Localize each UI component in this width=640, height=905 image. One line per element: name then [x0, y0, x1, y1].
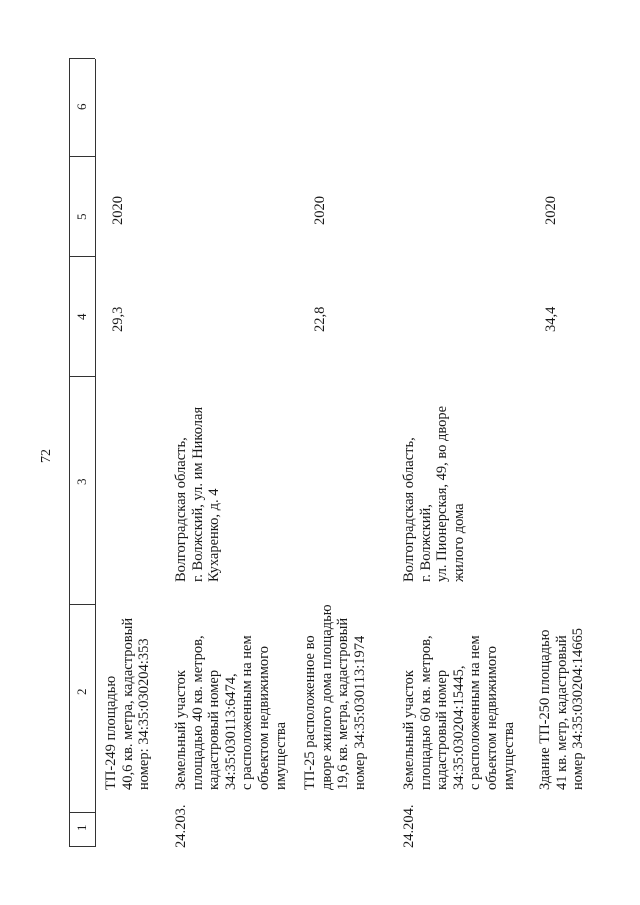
column-separator [69, 376, 95, 377]
year-value: 2020 [110, 196, 126, 225]
table-top-rule [69, 59, 70, 847]
column-separator [69, 846, 95, 847]
row-number: 24.203. [173, 804, 189, 848]
header-bottom-rule [95, 59, 96, 847]
object-description: ТП-25 расположенное во дворе жилого дома площадью 19,6 кв. метра, кадастровый номер 34:35:030113:1974 [302, 604, 368, 790]
column-separator [69, 604, 95, 605]
column-separator [69, 156, 95, 157]
object-description: ТП-249 площадью 40,6 кв. метра, кадастровый номер: 34:35:030204:353 [103, 617, 153, 790]
column-number: 6 [74, 103, 89, 110]
area-value: 34,4 [543, 306, 559, 332]
column-separator [69, 58, 95, 59]
object-description: Земельный участок площадью 40 кв. метров, кадастровый номер 34:35:030113:6474, с расположенным на нем объектом недвижимого имущества [173, 635, 289, 790]
page-number: 72 [39, 449, 54, 463]
column-number: 5 [74, 213, 89, 220]
column-number: 3 [74, 478, 89, 485]
column-number: 1 [74, 824, 89, 831]
object-address: Волгоградская область, г. Волжский, ул. им Николая Кухаренко, д. 4 [173, 406, 223, 582]
object-address: Волгоградская область, г. Волжский, ул. Пионерская, 49, во дворе жилого дома [401, 405, 467, 582]
area-value: 22,8 [312, 306, 328, 332]
area-value: 29,3 [110, 306, 126, 332]
object-description: Земельный участок площадью 60 кв. метров, кадастровый номер 34:35:030204:15445, с расположенным на нем объектом недвижимого имущества [401, 635, 517, 790]
column-number: 4 [74, 313, 89, 320]
year-value: 2020 [543, 196, 559, 225]
column-separator [69, 812, 95, 813]
object-description: Здание ТП-250 площадью 41 кв. метр, кадастровый номер 34:35:030204:14665 [537, 627, 587, 790]
year-value: 2020 [312, 196, 328, 225]
column-separator [69, 256, 95, 257]
row-number: 24.204. [401, 804, 417, 848]
column-number: 2 [74, 688, 89, 695]
